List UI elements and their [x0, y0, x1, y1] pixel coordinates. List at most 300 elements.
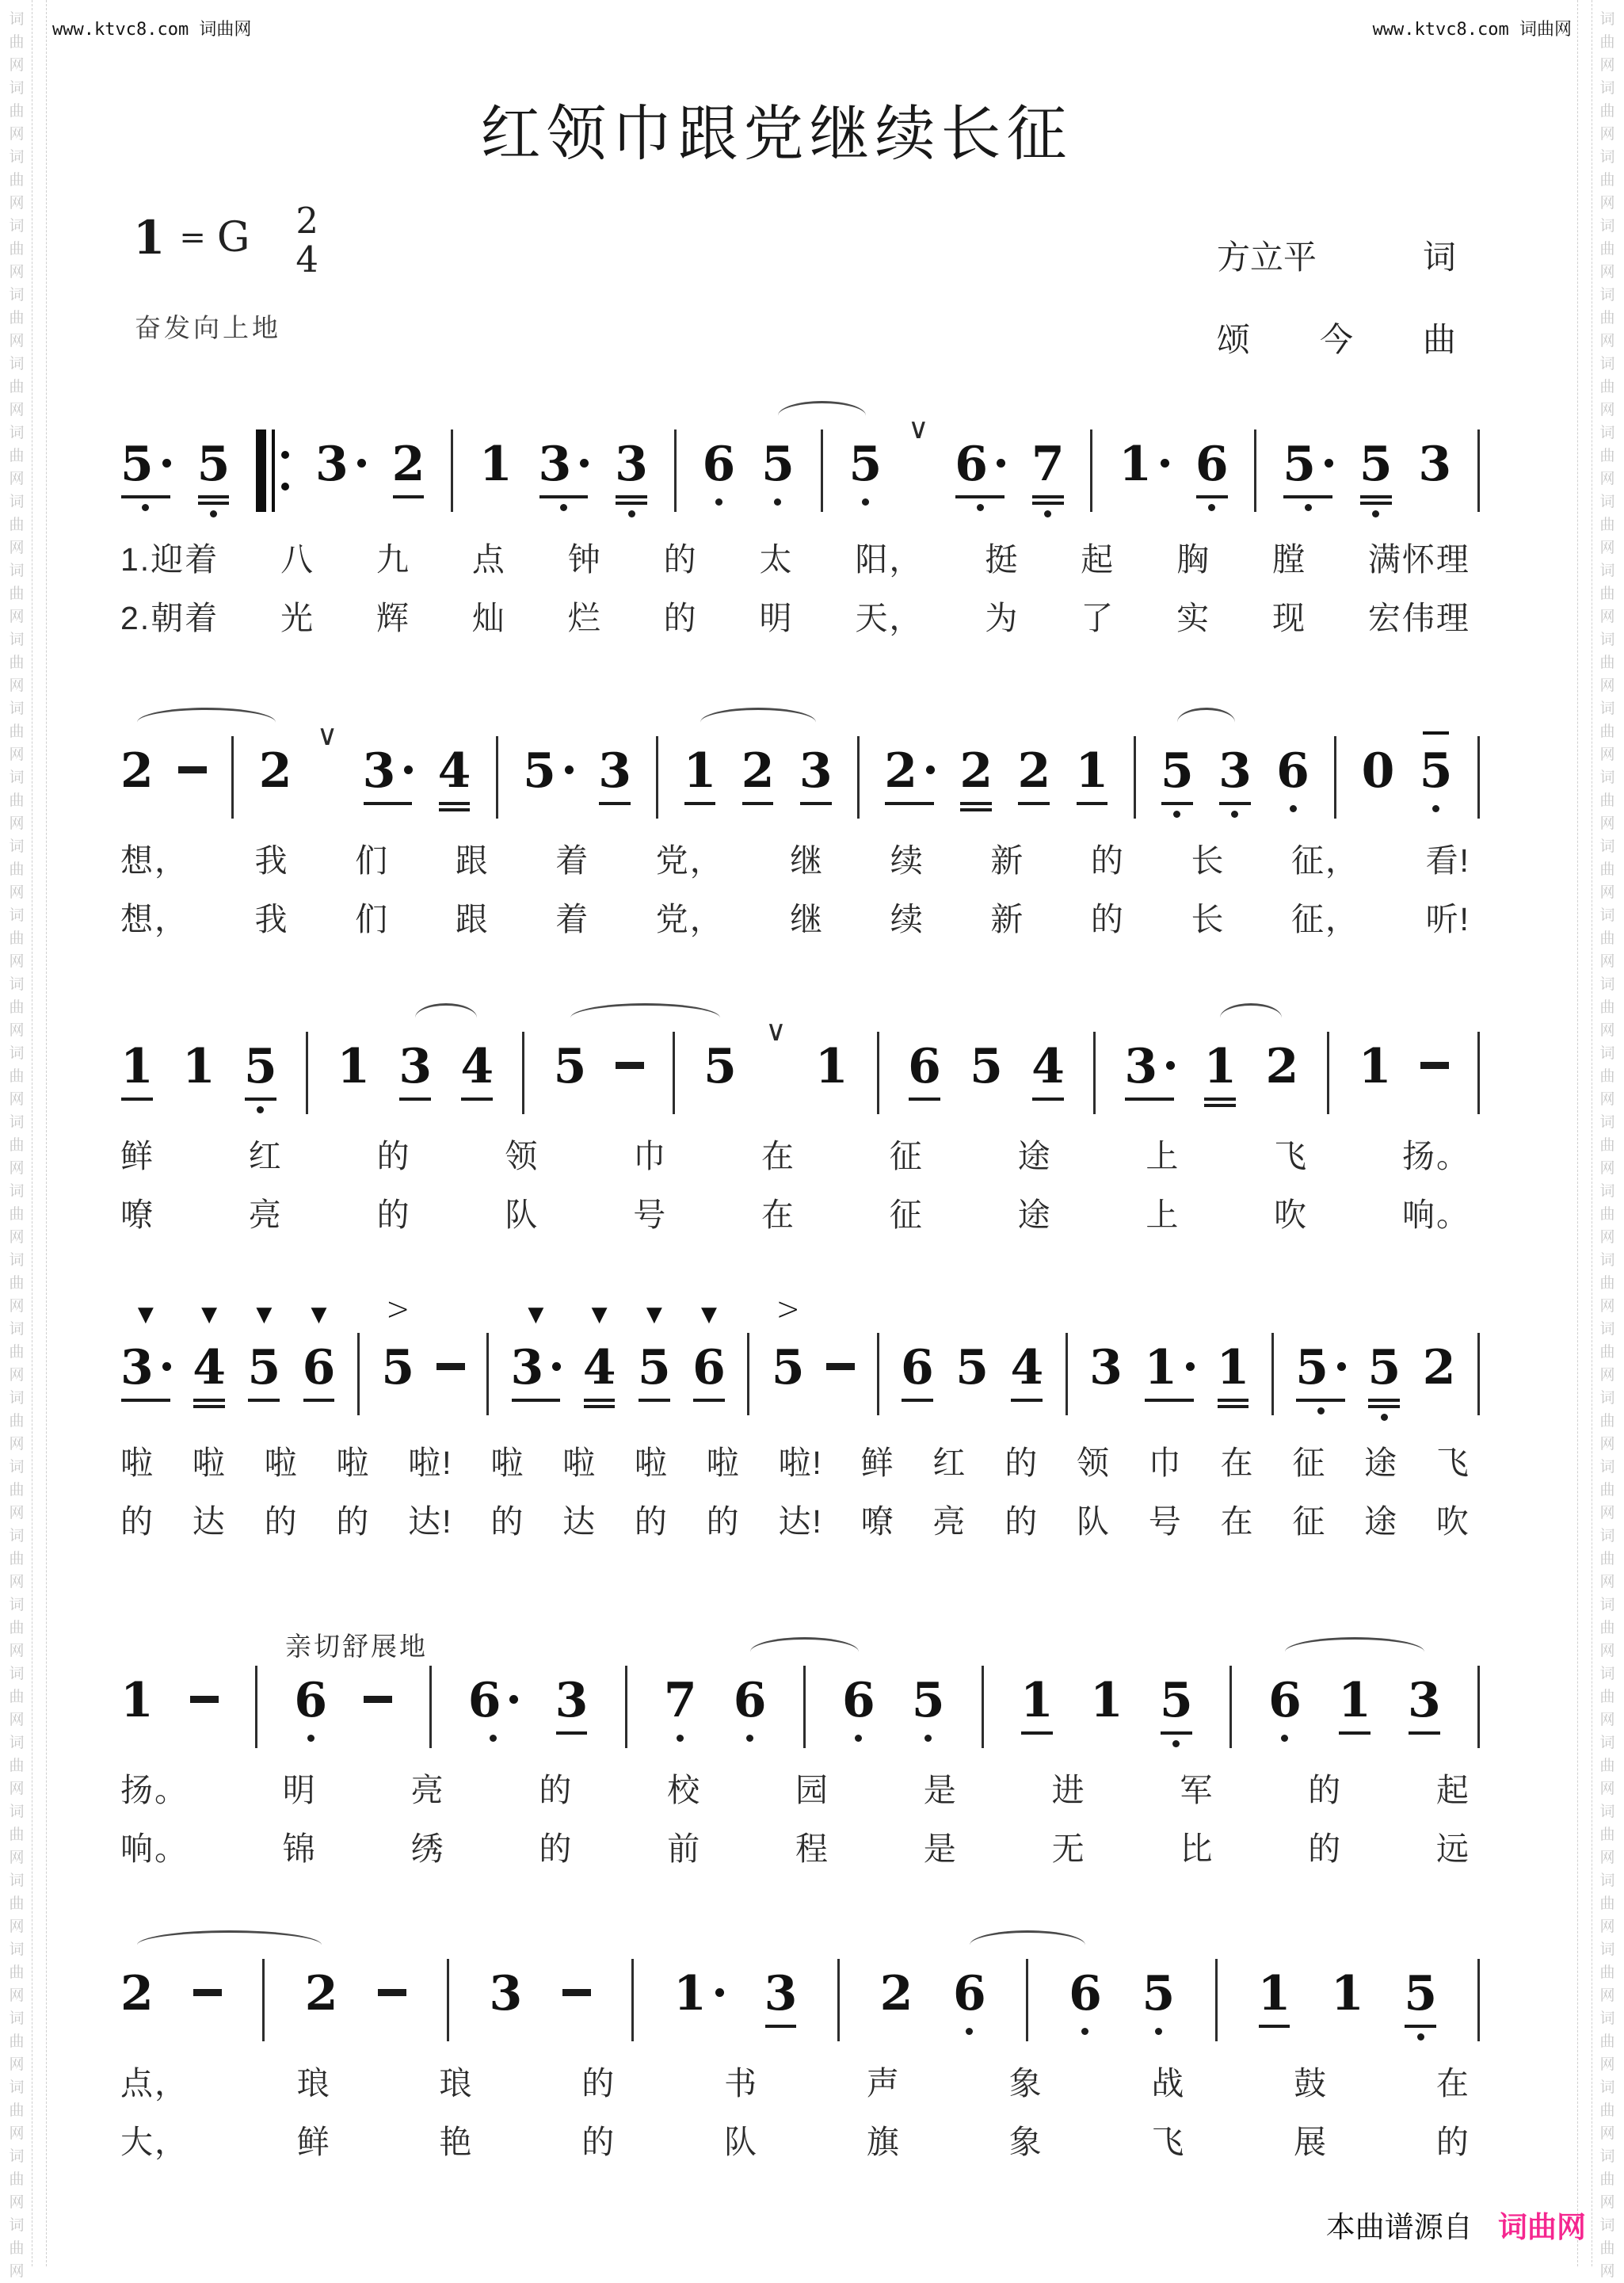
note-number: 3	[398, 1039, 433, 1094]
note	[799, 743, 833, 805]
notation-line	[120, 395, 1480, 517]
lyric-syllable: 校	[667, 1772, 702, 1808]
watermark-char: 词	[9, 1459, 25, 1476]
lyric-syllable: 书	[724, 2065, 759, 2102]
augmentation-dot	[1166, 1061, 1175, 1070]
watermark-char: 曲	[9, 1620, 25, 1636]
watermark-char: 词	[9, 1321, 25, 1338]
watermark-char: 词	[1599, 769, 1615, 786]
low-octave-dot	[1142, 2028, 1176, 2035]
note-glyph-row	[1031, 436, 1065, 493]
lyric-syllable: 啦!	[778, 1445, 823, 1481]
watermark-char: 曲	[9, 792, 25, 809]
note	[438, 743, 471, 811]
note	[120, 436, 171, 511]
watermark-char: 网	[9, 333, 25, 349]
low-octave-dot	[953, 2028, 986, 2035]
watermark-char: 曲	[1599, 1482, 1615, 1498]
slur-tie	[1285, 1637, 1424, 1666]
lyric-syllable: 途	[1364, 1445, 1399, 1481]
duration-underline	[461, 1098, 493, 1101]
note	[1418, 436, 1451, 493]
barline	[1229, 1666, 1232, 1748]
note	[908, 1038, 941, 1101]
note-glyph-row	[1404, 1965, 1437, 2022]
watermark-char: 词	[1599, 1114, 1615, 1131]
note	[337, 1038, 370, 1095]
note	[1359, 436, 1393, 517]
note	[1119, 436, 1169, 493]
note-glyph-row	[1423, 1339, 1456, 1396]
note-number: 2	[1422, 1340, 1456, 1395]
section-tempo-marking: 亲切舒展地	[285, 1632, 428, 1661]
note-number: 2	[1265, 1039, 1299, 1094]
note-glyph-row	[1069, 1965, 1102, 2022]
watermark-char: 曲	[9, 1964, 25, 1981]
duration-dash	[178, 766, 207, 773]
staccato-triangle-mark: ▼	[311, 1303, 327, 1327]
watermark-char: 曲	[9, 1482, 25, 1498]
note	[398, 1038, 432, 1101]
note	[815, 1038, 848, 1095]
barline	[429, 1666, 432, 1748]
note-number: 2	[879, 1966, 913, 2021]
barline	[877, 1333, 879, 1415]
lyric-syllable: 上	[1146, 1138, 1180, 1174]
watermark-char: 网	[9, 471, 25, 487]
lyric-syllable: 们	[355, 842, 390, 879]
note-number: 3	[598, 743, 631, 799]
barline	[231, 736, 234, 819]
note	[1161, 743, 1194, 818]
note	[523, 743, 574, 800]
watermark-char: 词	[1599, 907, 1615, 924]
note-number: 6	[1069, 1966, 1102, 2021]
low-octave-dot	[1404, 2033, 1437, 2041]
note	[703, 1038, 737, 1095]
lyric-syllable: 胸	[1176, 541, 1211, 578]
low-octave-dot	[1295, 1407, 1346, 1414]
note-number: 6	[302, 1340, 336, 1395]
lyric-syllable: 亮	[410, 1772, 445, 1808]
duration-underline	[684, 802, 716, 805]
barline	[631, 1959, 634, 2041]
watermark-char: 曲	[1599, 861, 1615, 878]
note	[637, 1303, 671, 1402]
barline	[1093, 1032, 1096, 1114]
lyric-syllable: 满怀理	[1367, 541, 1470, 578]
low-octave-dot	[734, 1735, 767, 1742]
note-glyph-row	[880, 1965, 913, 2022]
note-glyph-row	[959, 743, 993, 800]
watermark-char: 词	[9, 1045, 25, 1062]
low-octave-dot	[849, 498, 883, 506]
lyric-syllable: 进	[1051, 1772, 1086, 1808]
watermark-char: 词	[1599, 838, 1615, 855]
note-number: 1	[120, 1039, 154, 1094]
watermark-char: 网	[9, 1850, 25, 1866]
watermark-char: 网	[9, 264, 25, 281]
note-glyph-row	[244, 1038, 277, 1095]
barline	[1477, 1959, 1480, 2041]
lyric-syllable: 大，	[120, 2124, 189, 2160]
duration-underline	[1368, 1405, 1400, 1408]
watermark-char: 词	[9, 632, 25, 648]
lyric-syllable: 继	[790, 842, 825, 879]
note-number: 2	[258, 743, 292, 799]
watermark-char: 网	[1599, 540, 1615, 556]
barline	[496, 736, 498, 819]
duration-underline	[693, 1399, 725, 1402]
watermark-char: 词	[1599, 1528, 1615, 1544]
watermark-char: 曲	[1599, 1275, 1615, 1292]
low-octave-dot	[1359, 510, 1393, 517]
note-glyph-row	[398, 1038, 432, 1095]
note	[1076, 743, 1109, 805]
lyric-syllable: 上	[1146, 1197, 1180, 1233]
watermark-char: 曲	[1599, 655, 1615, 671]
watermark-char: 曲	[9, 2102, 25, 2119]
lyric-syllable: 达	[192, 1503, 227, 1540]
lyric-syllable: 旗	[866, 2124, 901, 2160]
lyric-syllable: 啦!	[408, 1445, 453, 1481]
note-number: 5	[771, 1340, 805, 1395]
note-glyph-row	[1295, 1339, 1346, 1396]
note-glyph-row	[392, 436, 425, 493]
barline	[1090, 429, 1092, 512]
note-number: 2	[120, 743, 154, 799]
barline	[1215, 1959, 1218, 2041]
watermark-char: 网	[1599, 746, 1615, 763]
duration-underline	[556, 1731, 588, 1735]
note-number: 0	[1361, 743, 1395, 799]
duration-underline	[393, 495, 425, 498]
lyric-syllable: 鲜	[120, 1138, 154, 1174]
note-glyph-row	[294, 1672, 327, 1729]
watermark-char: 网	[1599, 1574, 1615, 1590]
note-glyph-row	[703, 1038, 737, 1095]
watermark-char: 网	[9, 953, 25, 970]
lyric-syllable: 辉	[376, 600, 410, 636]
staccato-triangle-mark: ▼	[528, 1303, 544, 1327]
lyric-syllable: 的	[581, 2124, 616, 2160]
barline	[1477, 1032, 1480, 1114]
note	[539, 436, 589, 511]
note-number: 1	[1257, 1966, 1291, 2021]
duration-underline	[616, 502, 647, 505]
watermark-char: 网	[9, 2125, 25, 2142]
note-glyph-row	[120, 1965, 154, 2022]
lyric-syllable: 的	[336, 1503, 371, 1540]
lyric-syllable: 的	[490, 1503, 525, 1540]
watermark-char: 词	[1599, 2148, 1615, 2165]
barline	[1477, 1333, 1480, 1415]
note	[363, 743, 414, 805]
note-glyph-row	[1283, 436, 1333, 493]
watermark-char: 曲	[1599, 2240, 1615, 2257]
lyrics-line-1	[120, 2063, 1470, 2103]
note-glyph-row	[692, 1339, 726, 1396]
low-octave-dot	[1268, 1735, 1302, 1742]
tempo-marking: 奋发向上地	[135, 313, 281, 342]
note-number: 5	[1359, 437, 1393, 492]
note	[1258, 1965, 1291, 2028]
duration-underline	[1011, 1399, 1043, 1402]
lyrics-line-1	[120, 1136, 1470, 1176]
notation-line	[120, 701, 1480, 819]
duration-underline	[1218, 1399, 1249, 1402]
lyric-syllable: 钟	[567, 541, 602, 578]
note	[1265, 1038, 1298, 1095]
duration-underline	[1368, 1399, 1400, 1402]
watermark-char: 曲	[9, 861, 25, 878]
low-octave-dot	[955, 504, 1005, 511]
lyrics-line-2	[120, 1195, 1470, 1235]
note-glyph-row	[912, 1672, 945, 1729]
note-number: 1	[1119, 437, 1153, 492]
lyric-syllable: 现	[1272, 600, 1306, 636]
watermark-char: 网	[1599, 2056, 1615, 2073]
watermark-char: 曲	[9, 172, 25, 189]
note	[120, 1672, 154, 1729]
note	[1331, 1965, 1364, 2022]
watermark-char: 曲	[1599, 241, 1615, 258]
watermark-char: 网	[1599, 1436, 1615, 1453]
lyric-syllable: 象	[1008, 2065, 1043, 2102]
barline	[625, 1666, 627, 1748]
low-octave-dot	[1367, 1414, 1401, 1421]
low-octave-dot	[703, 498, 736, 506]
lyric-syllable: 的	[1308, 1831, 1343, 1867]
note-number: 6	[908, 1039, 941, 1094]
note	[392, 436, 425, 498]
lyric-syllable: 在	[761, 1197, 795, 1233]
lyric-syllable: 听!	[1425, 901, 1470, 937]
watermark-char: 词	[9, 1666, 25, 1682]
watermark-char: 曲	[1599, 1206, 1615, 1223]
breath-mark: ∨	[908, 413, 929, 445]
note	[315, 436, 366, 493]
slur-tie	[137, 1930, 322, 1960]
lyric-syllable: 飞	[1151, 2124, 1186, 2160]
lyric-syllable: 征	[1292, 1445, 1327, 1481]
lyric-syllable: 灿	[471, 600, 506, 636]
note-number: 5	[703, 1039, 737, 1094]
duration-underline	[1032, 1098, 1064, 1101]
watermark-char: 曲	[1599, 930, 1615, 947]
lyric-syllable: 扬。	[1401, 1138, 1470, 1174]
note	[381, 1290, 415, 1396]
duration-underline	[1259, 2025, 1290, 2028]
note-glyph-row	[638, 1339, 671, 1396]
lyric-syllable: 飞	[1435, 1445, 1470, 1481]
watermark-char: 曲	[1599, 792, 1615, 809]
watermark-char: 词	[9, 494, 25, 510]
note-glyph-row	[1276, 743, 1309, 800]
lyric-syllable: 领	[1076, 1445, 1111, 1481]
watermark-char: 网	[9, 1367, 25, 1384]
low-octave-dot	[468, 1735, 519, 1742]
watermark-char: 词	[9, 1252, 25, 1269]
watermark-char: 词	[1599, 2079, 1615, 2096]
note-glyph-row	[673, 1965, 724, 2022]
lyric-syllable: 绣	[410, 1831, 445, 1867]
augmentation-dot	[997, 459, 1005, 468]
note-glyph-row	[1359, 1038, 1392, 1095]
note-number: 2	[959, 743, 993, 799]
note-glyph-row	[772, 1339, 805, 1396]
lyric-syllable: 的	[634, 1503, 669, 1540]
note	[761, 436, 795, 506]
note	[664, 1672, 697, 1742]
watermark-char: 曲	[9, 1344, 25, 1361]
watermark-char: 词	[1599, 11, 1615, 28]
lyric-syllable: 跟	[455, 901, 490, 937]
note-glyph-row	[1338, 1672, 1371, 1729]
watermark-char: 词	[9, 1114, 25, 1131]
duration-underline	[512, 1399, 561, 1402]
duration-underline	[1360, 502, 1392, 505]
augmentation-dot	[580, 459, 589, 468]
lyric-syllable: 起	[1081, 541, 1115, 578]
note	[1010, 1339, 1043, 1402]
lyric-syllable: 达!	[778, 1503, 823, 1540]
note-glyph-row	[1031, 1038, 1065, 1095]
lyric-syllable: 的	[539, 1772, 574, 1808]
duration-underline	[198, 495, 230, 498]
note	[1408, 1672, 1441, 1735]
watermark-char: 词	[9, 838, 25, 855]
augmentation-dot	[162, 459, 171, 468]
duration-dash	[436, 1363, 465, 1370]
lyric-syllable: 程	[795, 1831, 829, 1867]
lyrics-line-2	[120, 1829, 1470, 1869]
lyric-syllable: 的	[1435, 2124, 1470, 2160]
note-glyph-row	[1331, 1965, 1364, 2022]
barline	[255, 1666, 257, 1748]
watermark-char: 曲	[1599, 1689, 1615, 1705]
lyric-syllable: 的	[1308, 1772, 1343, 1808]
note-glyph-row	[315, 436, 366, 493]
duration-underline	[599, 802, 631, 805]
lyric-syllable: 长	[1191, 842, 1226, 879]
duration-dash	[616, 1062, 644, 1069]
note-glyph-row	[305, 1965, 338, 2022]
note-number: 6	[1276, 743, 1309, 799]
lyric-syllable: 烂	[567, 600, 602, 636]
note-glyph-row	[120, 1672, 154, 1729]
duration-underline	[248, 1399, 280, 1402]
watermark-char: 网	[1599, 815, 1615, 832]
note	[1283, 436, 1333, 511]
duration-underline	[193, 1399, 225, 1402]
lyrics-line-2	[120, 598, 1470, 638]
note-glyph-row	[1160, 1672, 1193, 1729]
note-glyph-row	[842, 1672, 875, 1729]
watermark-char: 曲	[9, 1551, 25, 1567]
barline	[1026, 1959, 1028, 2041]
note	[684, 743, 717, 805]
note-number: 5	[1419, 743, 1453, 799]
watermark-char: 网	[1599, 1091, 1615, 1108]
barline	[1327, 1032, 1329, 1114]
watermark-char: 网	[1599, 1781, 1615, 1797]
repeat-thin-bar	[272, 429, 275, 512]
note	[1089, 1339, 1123, 1396]
note	[259, 743, 292, 800]
source-site-link[interactable]: 词曲网	[1498, 2211, 1586, 2243]
lyric-syllable: 的	[539, 1831, 574, 1867]
lyric-syllable: 军	[1180, 1772, 1214, 1808]
augmentation-dot	[1161, 459, 1169, 468]
watermark-char: 曲	[9, 930, 25, 947]
staccato-triangle-mark: ▼	[137, 1303, 154, 1327]
watermark-char: 曲	[9, 2171, 25, 2188]
watermark-char: 词	[9, 769, 25, 786]
overline	[1423, 731, 1450, 735]
staccato-triangle-mark: ▼	[646, 1303, 662, 1327]
note-number: 6	[1268, 1673, 1302, 1728]
music-system-4	[120, 1290, 1480, 1541]
lyric-syllable: 琅	[296, 2065, 331, 2102]
note	[1031, 1038, 1065, 1101]
note-number: 1	[478, 437, 513, 492]
duration-underline	[1077, 802, 1108, 805]
watermark-char: 曲	[1599, 1344, 1615, 1361]
note-number: 3	[799, 743, 833, 799]
note-glyph-row	[799, 743, 833, 800]
note-glyph-row	[381, 1339, 414, 1396]
lyric-syllable: 在	[1220, 1503, 1255, 1540]
duration-underline	[1283, 495, 1332, 498]
watermark-char: 曲	[9, 517, 25, 533]
note-glyph-row	[303, 1339, 336, 1396]
barline	[1477, 1666, 1480, 1748]
watermark-char: 网	[1599, 333, 1615, 349]
credits	[1217, 231, 1456, 396]
watermark-char: 词	[1599, 494, 1615, 510]
note-glyph-row	[182, 1038, 215, 1095]
duration-underline	[198, 502, 230, 505]
duration-underline	[885, 802, 934, 805]
note-number: 6	[692, 1340, 726, 1395]
lyric-syllable: 吹	[1274, 1197, 1309, 1233]
watermark-char: 词	[1599, 2217, 1615, 2234]
barline	[451, 429, 453, 512]
low-octave-dot	[294, 1735, 327, 1742]
note	[955, 1339, 989, 1396]
watermark-char: 网	[9, 1781, 25, 1797]
lyric-syllable: 续	[890, 901, 924, 937]
barline	[837, 1959, 840, 2041]
watermark-char: 网	[1599, 884, 1615, 901]
composer-role: 曲	[1422, 321, 1456, 358]
note-number: 2	[884, 743, 918, 799]
note-glyph-row	[554, 1038, 587, 1095]
lyric-syllable: 长	[1191, 901, 1226, 937]
note-number: 2	[1017, 743, 1051, 799]
note-glyph-row	[1418, 436, 1451, 493]
note-glyph-row	[247, 1339, 280, 1396]
note-number: 2	[304, 1966, 338, 2021]
watermark-char: 网	[9, 1712, 25, 1728]
note-glyph-row	[901, 1339, 934, 1396]
augmentation-dot	[1325, 459, 1333, 468]
lyric-syllable: 啦	[562, 1445, 597, 1481]
watermark-strip-left	[5, 8, 29, 2280]
duration-underline	[584, 1399, 616, 1402]
low-octave-dot	[664, 1735, 697, 1742]
